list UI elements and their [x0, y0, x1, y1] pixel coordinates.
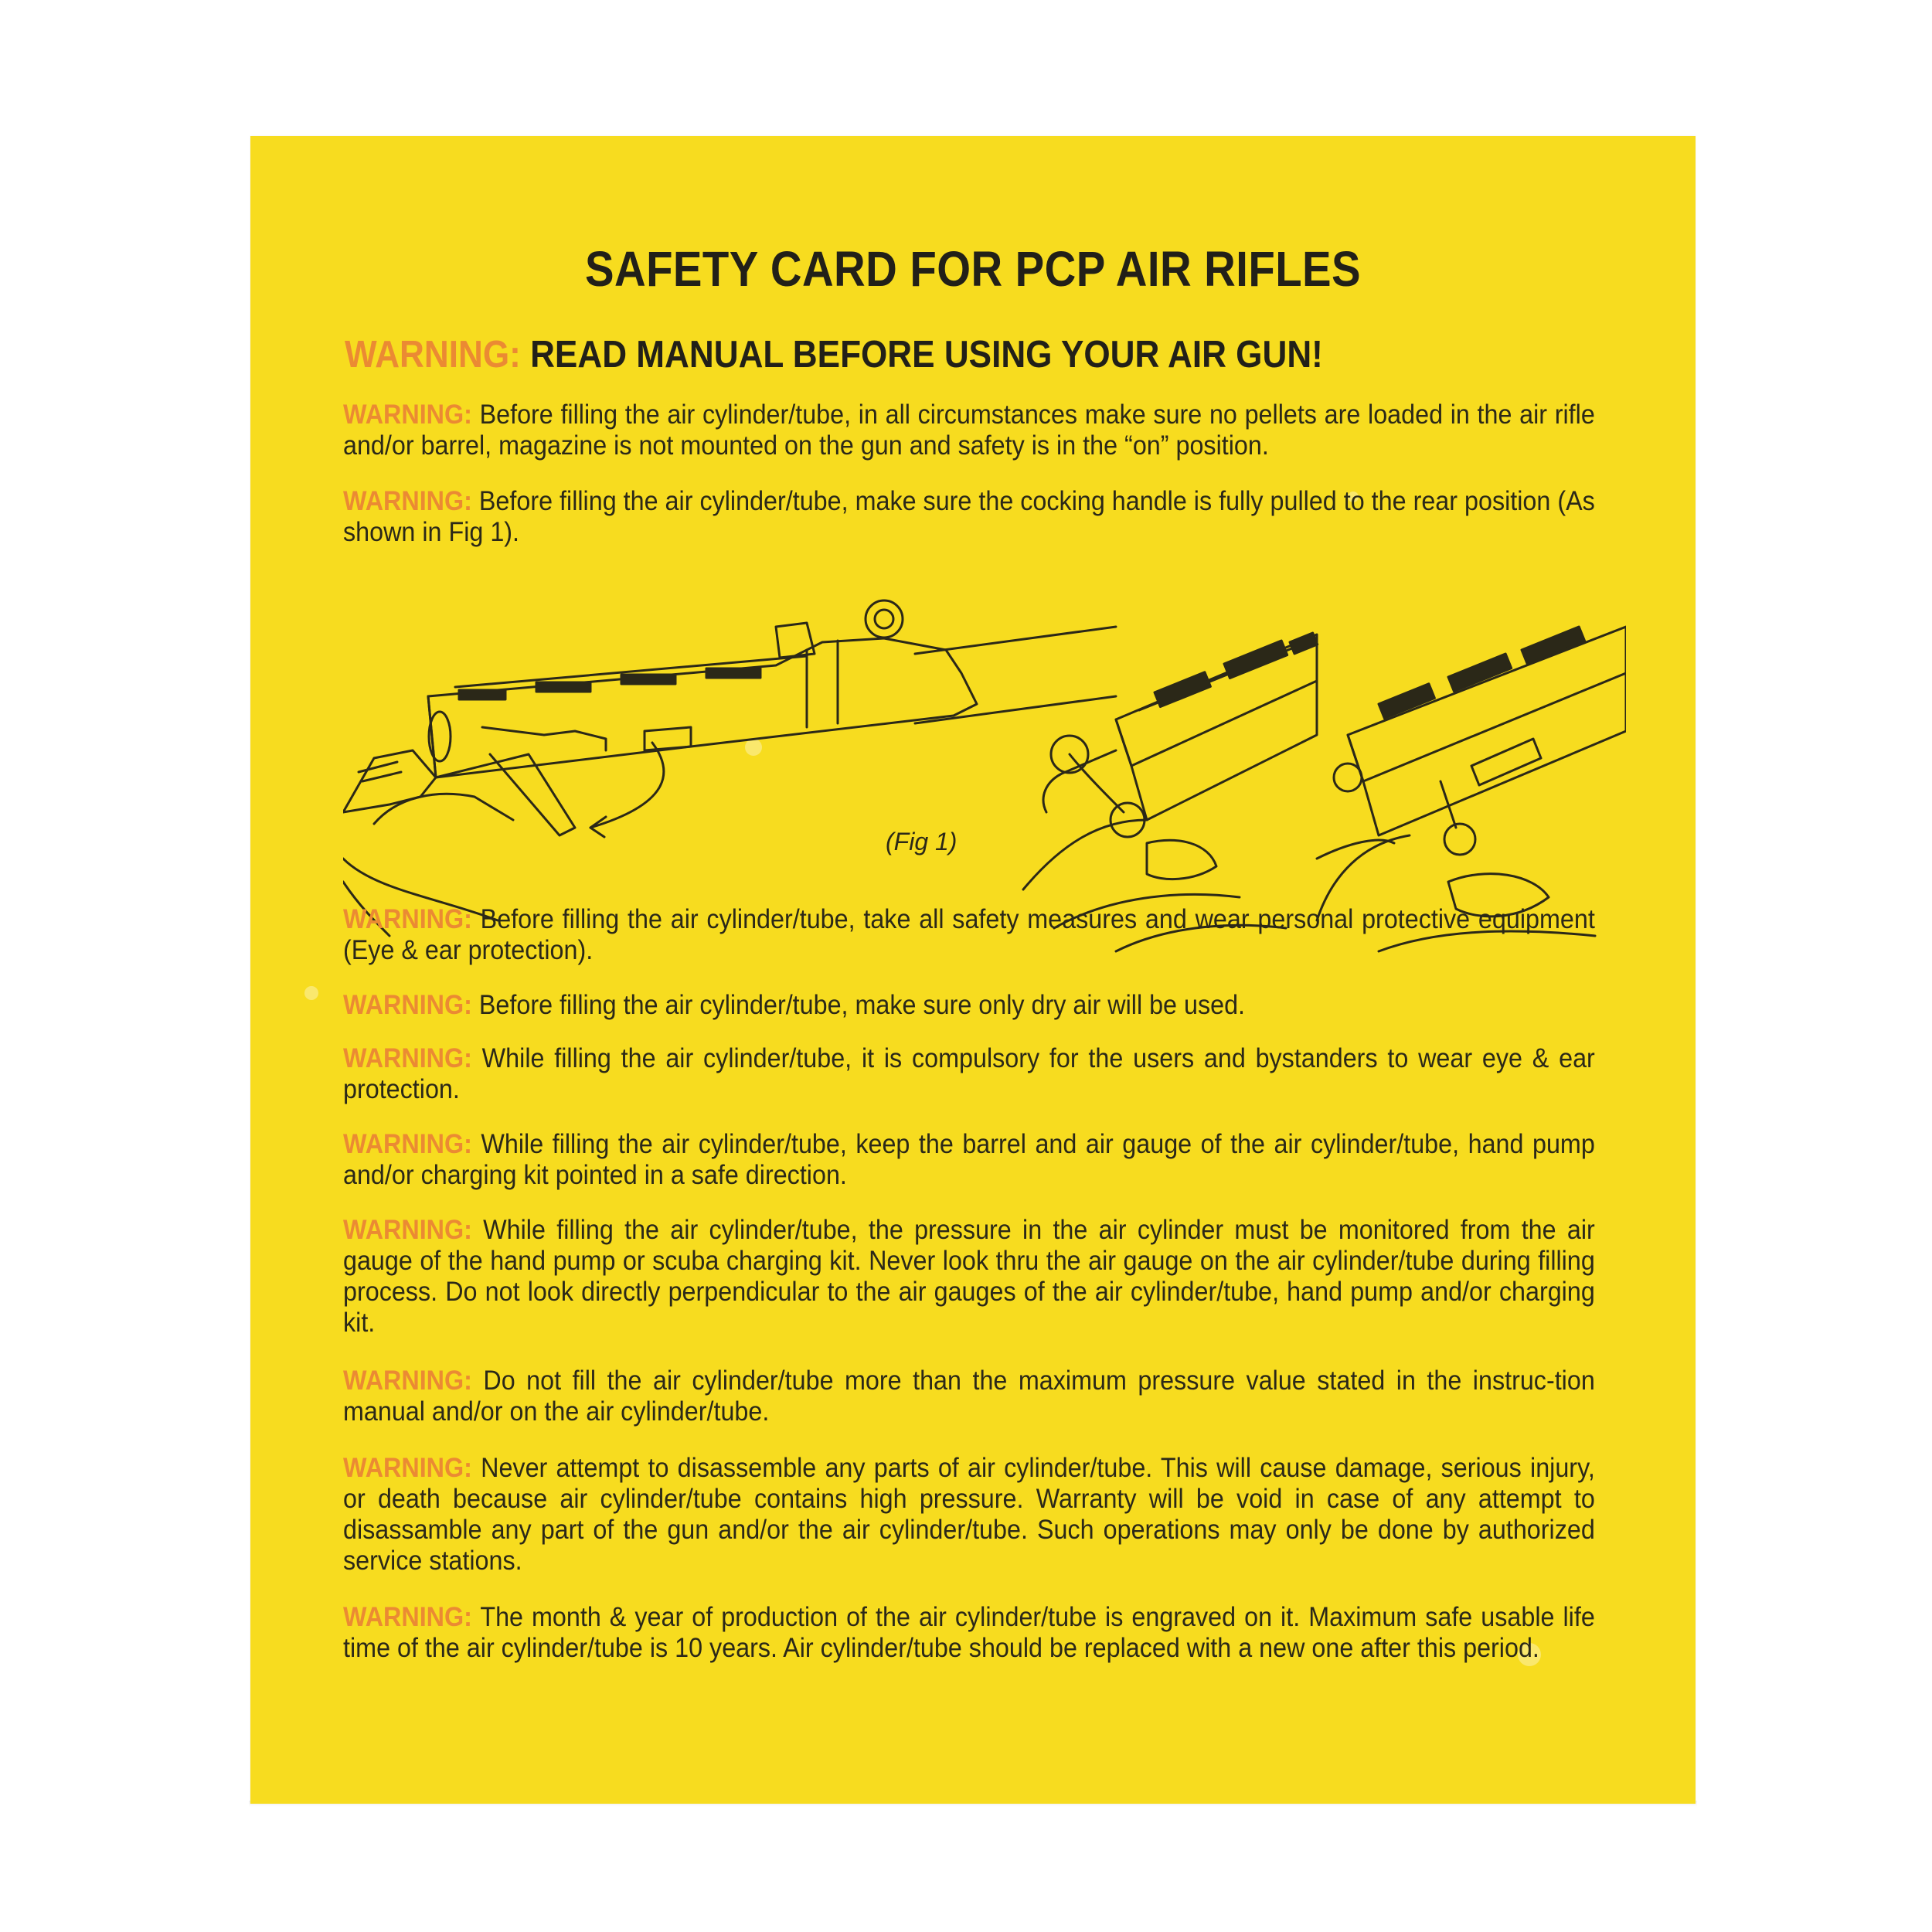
warning-text: While filling the air cylinder/tube, the pressure in the air cylinder must be monitored from the air gauge of the hand pump or scuba charging kit. Never look thru the air gauge on the air cylinder/tube during filling process. Do not look directly perpendicular to the air gauges of the air cylinder/tube, hand pump and/or charging kit.	[343, 1214, 1595, 1338]
figure-caption: (Fig 1)	[886, 828, 957, 855]
warning-paragraph	[343, 1043, 1595, 1104]
warning-paragraph	[343, 1365, 1595, 1427]
warning-text: Do not fill the air cylinder/tube more than the maximum pressure value stated in the instruc-tion manual and/or on the air cylinder/tube.	[343, 1365, 1595, 1427]
warning-text: Before filling the air cylinder/tube, in all circumstances make sure no pellets are loaded in the air rifle and/or barrel, magazine is not mounted on the gun and safety is in the “on” position.	[343, 399, 1595, 461]
warning-text: Never attempt to disassemble any parts of air cylinder/tube. This will cause damage, serious injury, or death because air cylinder/tube contains high pressure. Warranty will be void in case of any attempt to disassamble any part of the gun and/or the air cylinder/tube. Such operations may only be done by authorized service stations.	[343, 1452, 1595, 1576]
rifle-handle-open-illustration	[1317, 627, 1626, 951]
warning-paragraph	[343, 1601, 1595, 1663]
warning-paragraph	[343, 1452, 1595, 1576]
headline-warning	[345, 333, 1485, 376]
warning-label: WARNING:	[343, 989, 472, 1020]
warning-paragraph	[343, 1214, 1595, 1338]
headline-warning-text: READ MANUAL BEFORE USING YOUR AIR GUN!	[520, 334, 1323, 376]
warning-text: While filling the air cylinder/tube, keep the barrel and air gauge of the air cylinder/tube, hand pump and/or charging kit pointed in a safe direction.	[343, 1128, 1595, 1190]
card-title: SAFETY CARD FOR PCP AIR RIFLES	[584, 241, 1362, 297]
warning-paragraph	[343, 989, 1595, 1020]
warning-paragraph	[343, 903, 1595, 965]
warning-label: WARNING:	[343, 1214, 472, 1245]
warning-paragraph	[343, 1128, 1595, 1190]
headline-warning-label: WARNING:	[345, 334, 521, 376]
warning-text: Before filling the air cylinder/tube, make sure the cocking handle is fully pulled to the rear position (As shown in Fig 1).	[343, 485, 1595, 547]
warning-text: The month & year of production of the air cylinder/tube is engraved on it. Maximum safe usable life time of the air cylinder/tube is 10 years. Air cylinder/tube should be replaced with a new one after this period.	[343, 1601, 1595, 1663]
warning-label: WARNING:	[343, 1128, 472, 1159]
paper-speck	[304, 986, 318, 1000]
warning-text: While filling the air cylinder/tube, it is compulsory for the users and bystanders to wear eye & ear protection.	[343, 1043, 1595, 1104]
warning-paragraph	[343, 485, 1595, 547]
warning-text: Before filling the air cylinder/tube, take all safety measures and wear personal protective equipment (Eye & ear protection).	[343, 903, 1595, 965]
warning-text: Before filling the air cylinder/tube, make sure only dry air will be used.	[471, 989, 1246, 1020]
rifle-cocking-handle-illustration	[343, 600, 1116, 936]
warning-label: WARNING:	[343, 399, 472, 430]
warning-label: WARNING:	[343, 903, 472, 934]
warning-paragraph	[343, 399, 1595, 461]
warning-label: WARNING:	[343, 1452, 472, 1483]
warning-label: WARNING:	[343, 1601, 472, 1632]
warning-label: WARNING:	[343, 1365, 472, 1396]
safety-card	[250, 136, 1696, 1804]
warning-label: WARNING:	[343, 1043, 472, 1073]
warning-label: WARNING:	[343, 485, 472, 516]
